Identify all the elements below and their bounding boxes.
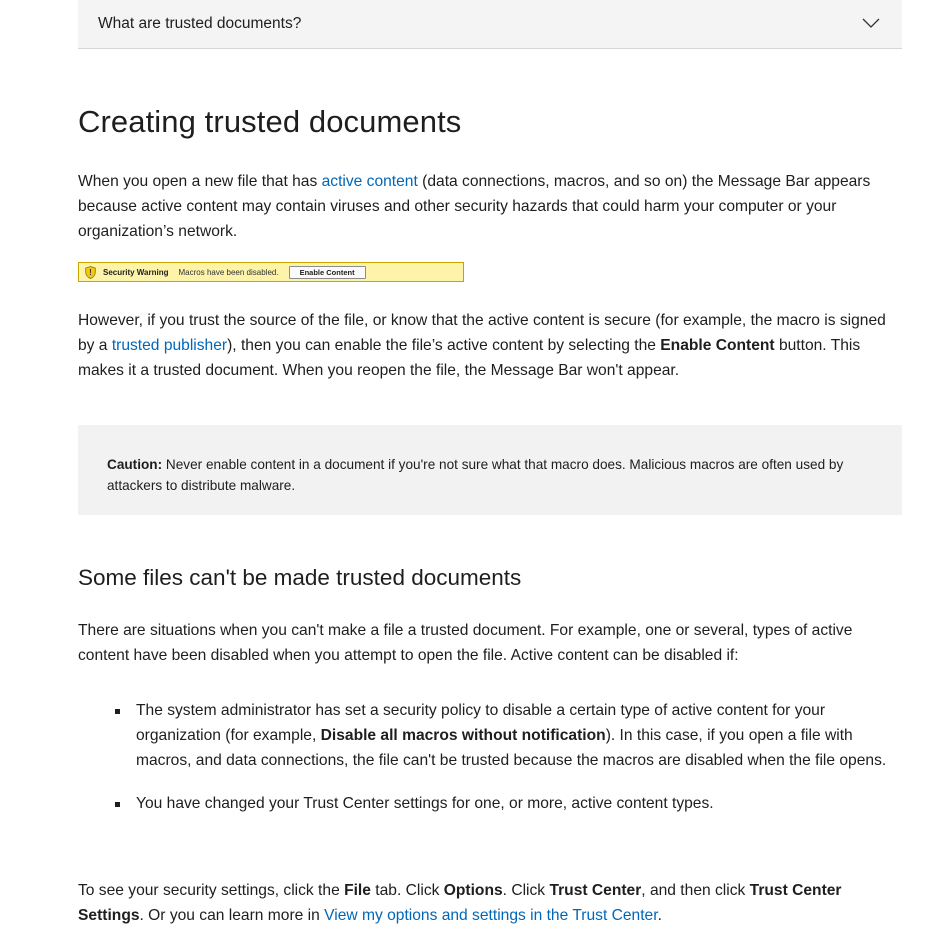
trust-center-options-link[interactable]: View my options and settings in the Trust Center bbox=[324, 907, 658, 924]
chevron-down-icon bbox=[862, 17, 880, 29]
caution-text: Caution: Never enable content in a document if you're not sure what that macro does. Malicious macros are often used by attackers to distribute malware. bbox=[107, 457, 844, 493]
disabled-reasons-list bbox=[78, 698, 904, 834]
accordion-what-are-trusted-documents[interactable] bbox=[78, 0, 902, 49]
intro-paragraph: When you open a new file that has active content (data connections, macros, and so on) the Message Bar appears because active content may contain viruses and other security hazards that could harm your computer or your organization’s network. bbox=[78, 173, 871, 240]
security-settings-paragraph: To see your security settings, click the File tab. Click Options. Click Trust Center, and then click Trust Center Settings. Or you can learn more in View my options and settings in the Trust Center. bbox=[78, 882, 842, 924]
subsection-title: Some files can't be made trusted documents bbox=[78, 565, 522, 590]
caution-box bbox=[78, 425, 902, 515]
message-bar-image bbox=[78, 262, 464, 282]
caution-label: Caution: bbox=[107, 457, 163, 472]
bullet-icon bbox=[115, 709, 120, 714]
security-warning-label: Security Warning bbox=[103, 267, 169, 277]
list-item: You have changed your Trust Center settings for one, or more, active content types. bbox=[78, 791, 904, 816]
accordion-question: What are trusted documents? bbox=[98, 15, 302, 32]
trusted-publisher-link[interactable]: trusted publisher bbox=[111, 337, 228, 354]
enable-content-button: Enable Content bbox=[289, 266, 366, 279]
section-title: Creating trusted documents bbox=[78, 104, 462, 139]
bullet-icon bbox=[115, 802, 120, 807]
active-content-link[interactable]: active content bbox=[321, 173, 418, 190]
list-item: The system administrator has set a security policy to disable a certain type of active content for your organization (for example, Disable all macros without notification). In this case, if you open a file with macros, and data connections, the file can't be trusted because the macros are disabled when the file opens. bbox=[78, 698, 904, 773]
svg-text:!: ! bbox=[89, 267, 92, 277]
macros-disabled-text: Macros have been disabled. bbox=[178, 267, 279, 277]
shield-warning-icon bbox=[85, 266, 96, 279]
enable-content-paragraph: However, if you trust the source of the file, or know that the active content is secure (for example, the macro is signed by a trusted publisher), then you can enable the file’s active content by selecting the Enable Content button. This makes it a trusted document. When you reopen the file, the Message Bar won't appear. bbox=[78, 312, 886, 379]
situations-paragraph: There are situations when you can't make a file a trusted document. For example, one or several, types of active content have been disabled when you attempt to open the file. Active content can be disabled if: bbox=[78, 622, 853, 664]
